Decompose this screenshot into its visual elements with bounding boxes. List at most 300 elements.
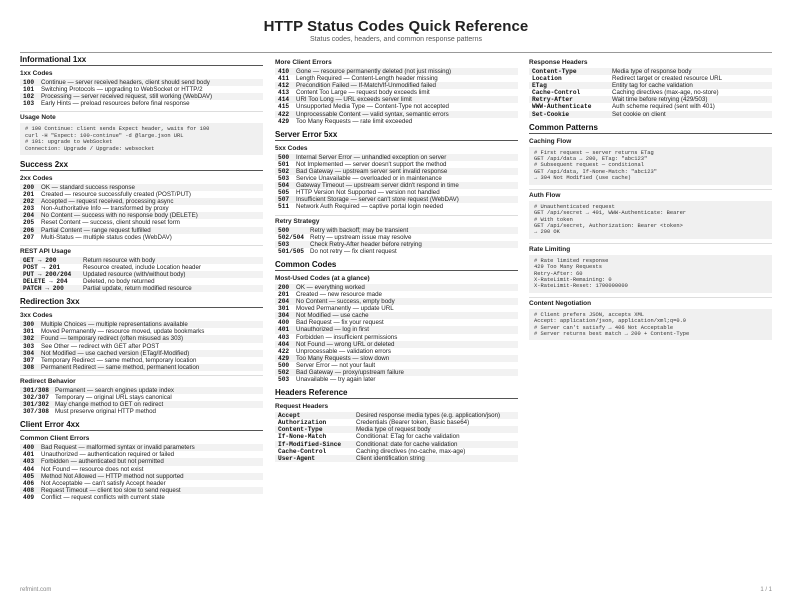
- row-description: Created — new resource made: [296, 290, 382, 298]
- table-row: [20, 86, 263, 93]
- row-description: Not Implemented — server doesn't support the method: [296, 160, 447, 168]
- section-block: [275, 388, 518, 462]
- section-block: [275, 215, 518, 255]
- row-key: 507: [275, 196, 293, 203]
- row-description: Conditional: ETag for cache validation: [356, 433, 460, 441]
- table-row: [275, 419, 518, 426]
- row-key: 411: [278, 75, 290, 83]
- code-block: # 100 Continue: client sends Expect header, waits for 100 curl -H "Expect: 100-continue" -d @large.json URL # 101: upgrade to WebSocket Connection: Upgrade / Upgrade: websocket: [20, 123, 263, 155]
- row-description: Client identification string: [353, 455, 518, 462]
- row-key: 302/307: [23, 393, 49, 401]
- subsection-heading: 3xx Codes: [20, 312, 53, 320]
- reference-table: [20, 321, 263, 371]
- subsection-heading: Rate Limiting: [529, 243, 772, 253]
- row-description: Bad Request — fix your request: [296, 319, 384, 327]
- table-row: [275, 175, 518, 182]
- row-key: 429: [275, 355, 293, 362]
- table-row: [529, 96, 772, 103]
- row-description: Do not retry — fix client request: [310, 247, 397, 255]
- row-description: Too Many Requests — slow down: [293, 355, 518, 362]
- table-row: [275, 234, 518, 241]
- page-subtitle: Status codes, headers, and common response patterns: [310, 36, 482, 43]
- code-block: # Unauthenticated request GET /api/secret → 401, WWW-Authenticate: Bearer # With token GET /api/secret, Authorization: Bearer <token> → 200 OK: [529, 201, 772, 239]
- table-row: [20, 278, 263, 285]
- subsection-heading: Content Negotiation: [529, 297, 772, 307]
- row-key: 300: [20, 321, 38, 328]
- table-row: [275, 355, 518, 362]
- row-key: 202: [20, 198, 38, 205]
- table-row: [20, 100, 263, 107]
- row-description: Content Too Large — request body exceeds limit: [296, 89, 430, 97]
- row-description: Moved Permanently — resource moved, update bookmarks: [41, 328, 205, 336]
- row-description: Multiple Choices — multiple representations available: [38, 321, 263, 328]
- row-description: Forbidden — authenticated but not permitted: [38, 458, 263, 465]
- table-row: [275, 68, 518, 75]
- row-key: DELETE → 204: [23, 278, 68, 286]
- row-description: Partial Content — range request fulfilled: [38, 227, 263, 234]
- table-row: [20, 227, 263, 234]
- row-description: Unauthorized — authentication required or failed: [41, 451, 175, 459]
- reference-table: [275, 68, 518, 125]
- table-row: [529, 75, 772, 82]
- table-row: [20, 350, 263, 357]
- table-row: [20, 451, 263, 458]
- table-row: [275, 312, 518, 319]
- row-key: 301: [278, 305, 290, 313]
- table-row: [275, 455, 518, 462]
- row-key: 511: [278, 203, 290, 211]
- table-row: [275, 103, 518, 110]
- row-description: Method Not Allowed — HTTP method not supported: [38, 473, 263, 480]
- table-row: [20, 321, 263, 328]
- row-key: 401: [275, 326, 293, 333]
- subsection-heading: Auth Flow: [529, 189, 772, 199]
- row-key: 403: [278, 333, 290, 341]
- row-key: Cache-Control: [278, 447, 327, 455]
- section-heading: Redirection 3xx: [20, 297, 263, 308]
- table-row: [275, 96, 518, 103]
- row-description: Unauthorized — log in first: [293, 326, 518, 333]
- row-description: Request Timeout — client too slow to send request: [38, 487, 263, 494]
- row-key: 406: [23, 479, 35, 487]
- row-key: 400: [20, 444, 38, 451]
- row-description: Conditional: date for cache validation: [353, 441, 518, 448]
- row-key: Location: [532, 75, 562, 83]
- table-row: [529, 68, 772, 75]
- table-row: [20, 198, 263, 205]
- reference-table: [20, 387, 263, 415]
- row-key: 302: [20, 335, 38, 342]
- row-key: If-None-Match: [278, 433, 327, 441]
- reference-table: [275, 154, 518, 211]
- table-row: [20, 394, 263, 401]
- table-row: [275, 182, 518, 189]
- row-description: OK — standard success response: [38, 184, 263, 191]
- row-key: 502/504: [278, 233, 304, 241]
- row-description: Must preserve original HTTP method: [55, 408, 156, 416]
- row-key: 204: [20, 212, 38, 219]
- row-description: Check Retry-After header before retrying: [307, 241, 518, 248]
- table-row: [529, 82, 772, 89]
- row-key: 400: [278, 319, 290, 327]
- code-block: # Client prefers JSON, accepts XML Accept: application/json, application/xml;q=0.9 # Server can't satisfy → 406 Not Acceptable # Server returns best match → 200 + Content-Type: [529, 309, 772, 341]
- row-key: 206: [20, 227, 38, 234]
- section-heading: Common Codes: [275, 260, 518, 271]
- table-row: [20, 271, 263, 278]
- table-row: [529, 111, 772, 118]
- row-description: Caching directives (no-cache, max-age): [356, 447, 466, 455]
- row-description: Media type of request body: [353, 426, 518, 433]
- row-key: 403: [20, 458, 38, 465]
- row-description: Unsupported Media Type — Content-Type not accepted: [296, 103, 449, 111]
- table-row: [275, 189, 518, 196]
- row-description: Credentials (Bearer token, Basic base64): [356, 419, 470, 427]
- row-description: Updated resource (with/without body): [80, 271, 263, 278]
- table-row: [20, 205, 263, 212]
- table-row: [275, 412, 518, 419]
- section-heading: Client Error 4xx: [20, 420, 263, 431]
- table-row: [275, 89, 518, 96]
- row-key: 102: [20, 93, 38, 100]
- row-description: Insufficient Storage — server can't store request (WebDAV): [293, 196, 518, 203]
- row-description: Redirect target or created resource URL: [612, 75, 723, 83]
- row-description: Retry — upstream issue may resolve: [310, 233, 412, 241]
- table-row: [275, 75, 518, 82]
- row-key: 100: [20, 79, 38, 86]
- row-description: Accepted — request received, processing async: [38, 198, 263, 205]
- table-row: [275, 448, 518, 455]
- row-description: Continue — server received headers, client should send body: [38, 79, 263, 86]
- row-key: POST → 201: [23, 263, 61, 271]
- section-block: [529, 123, 772, 185]
- row-description: Early Hints — preload resources before final response: [41, 100, 190, 108]
- table-row: [20, 285, 263, 292]
- section-block: [20, 297, 263, 371]
- row-key: 308: [20, 364, 38, 371]
- table-row: [20, 184, 263, 191]
- table-row: [275, 433, 518, 440]
- row-description: Desired response media types (e.g. application/json): [353, 412, 518, 419]
- row-description: Temporary — original URL stays canonical: [55, 393, 172, 401]
- row-key: 404: [23, 465, 35, 473]
- table-row: [529, 103, 772, 110]
- section-block: [20, 55, 263, 107]
- row-key: 410: [275, 68, 293, 75]
- row-description: Gone — resource permanently deleted (not just missing): [293, 68, 518, 75]
- reference-table: [275, 284, 518, 383]
- row-key: 415: [278, 103, 290, 111]
- row-key: 422: [278, 347, 290, 355]
- table-row: [20, 466, 263, 473]
- subsection-heading: Usage Note: [20, 111, 263, 121]
- table-row: [20, 234, 263, 241]
- row-description: Service Unavailable — overloaded or in maintenance: [296, 175, 442, 183]
- table-row: [20, 364, 263, 371]
- row-description: Auth scheme required (sent with 401): [612, 103, 715, 111]
- row-description: Partial update, return modified resource: [80, 285, 263, 292]
- subsection-heading: REST API Usage: [20, 245, 263, 255]
- row-key: 307: [23, 356, 35, 364]
- row-description: Server Error — not your fault: [296, 361, 376, 369]
- row-key: 200: [275, 284, 293, 291]
- row-key: 503: [278, 376, 290, 384]
- row-description: No Content — success with no response body (DELETE): [38, 212, 263, 219]
- header-divider: [20, 52, 772, 53]
- section-heading: Server Error 5xx: [275, 130, 518, 141]
- row-description: Unprocessable — validation errors: [296, 347, 391, 355]
- row-description: Bad Gateway — proxy/upstream failure: [293, 369, 518, 376]
- subsection-heading: Redirect Behavior: [20, 375, 263, 385]
- row-description: Retry with backoff; may be transient: [307, 227, 518, 234]
- table-row: [275, 348, 518, 355]
- row-key: 505: [278, 189, 290, 197]
- table-row: [275, 291, 518, 298]
- column-3: [529, 55, 772, 340]
- reference-table: [20, 257, 263, 292]
- table-row: [275, 154, 518, 161]
- table-row: [275, 441, 518, 448]
- table-row: [529, 89, 772, 96]
- row-description: Not Found — resource does not exist: [41, 465, 144, 473]
- row-description: Set cookie on client: [609, 111, 772, 118]
- table-row: [275, 319, 518, 326]
- reference-table: [20, 444, 263, 501]
- table-row: [275, 362, 518, 369]
- row-description: Too Many Requests — rate limit exceeded: [296, 117, 413, 125]
- row-description: Reset Content — success, client should reset form: [41, 219, 180, 227]
- row-description: Permanent — search engines update index: [52, 387, 263, 394]
- row-description: Permanent Redirect — same method, permanent location: [38, 364, 263, 371]
- section-block: [20, 420, 263, 501]
- table-row: [20, 335, 263, 342]
- section-heading: Headers Reference: [275, 388, 518, 399]
- section-block: [275, 59, 518, 125]
- row-description: Bad Request — malformed syntax or invalid parameters: [38, 444, 263, 451]
- subsection-heading: Response Headers: [529, 59, 588, 66]
- footer-site: refmint.com: [20, 587, 52, 593]
- row-key: PATCH → 200: [20, 285, 80, 292]
- table-row: [275, 203, 518, 210]
- reference-table: [275, 227, 518, 255]
- row-key: 101: [23, 86, 35, 94]
- subsection-heading: Request Headers: [275, 403, 329, 411]
- table-row: [20, 444, 263, 451]
- row-key: WWW-Authenticate: [532, 103, 592, 111]
- code-block: # Rate limited response 429 Too Many Requests Retry-After: 60 X-RateLimit-Remaining: 0 X-RateLimit-Reset: 1700000000: [529, 255, 772, 293]
- table-row: [275, 305, 518, 312]
- subsection-heading: Common Client Errors: [20, 435, 90, 443]
- table-row: [275, 196, 518, 203]
- table-row: [20, 264, 263, 271]
- table-row: [275, 118, 518, 125]
- row-description: OK — everything worked: [293, 284, 518, 291]
- table-row: [275, 161, 518, 168]
- reference-table: [529, 68, 772, 118]
- section-block: [529, 297, 772, 341]
- row-key: 409: [23, 493, 35, 501]
- row-description: Return resource with body: [80, 257, 263, 264]
- subsection-heading: More Client Errors: [275, 59, 332, 66]
- table-row: [20, 212, 263, 219]
- section-block: [275, 260, 518, 383]
- page-title: HTTP Status Codes Quick Reference: [263, 18, 529, 35]
- row-key: 500: [275, 154, 293, 161]
- row-key: 404: [275, 341, 293, 348]
- table-row: [275, 284, 518, 291]
- row-key: 203: [23, 205, 35, 213]
- row-key: 201: [278, 290, 290, 298]
- table-row: [275, 168, 518, 175]
- table-row: [20, 473, 263, 480]
- section-block: [529, 59, 772, 118]
- row-description: Caching directives (max-age, no-store): [612, 89, 719, 97]
- row-key: 501/505: [278, 247, 304, 255]
- row-description: Created — resource successfully created (POST/PUT): [41, 191, 191, 199]
- table-row: [275, 341, 518, 348]
- column-2: [275, 55, 518, 462]
- row-key: 301: [23, 328, 35, 336]
- row-key: 503: [275, 241, 307, 248]
- table-row: [275, 334, 518, 341]
- table-row: [20, 458, 263, 465]
- subsection-heading: 5xx Codes: [275, 144, 308, 152]
- row-key: 207: [23, 233, 35, 241]
- row-description: Gateway Timeout — upstream server didn't respond in time: [293, 182, 518, 189]
- row-key: 201: [23, 191, 35, 199]
- row-description: Processing — server received request, still working (WebDAV): [38, 93, 263, 100]
- section-heading: Informational 1xx: [20, 55, 263, 66]
- row-key: PUT → 200/204: [20, 271, 80, 278]
- reference-table: [275, 412, 518, 462]
- row-key: Authorization: [278, 419, 327, 427]
- table-row: [20, 357, 263, 364]
- subsection-heading: Caching Flow: [529, 137, 572, 145]
- row-description: Media type of response body: [609, 68, 772, 75]
- code-block: # First request — server returns ETag GET /api/data → 200, ETag: "abc123" # Subsequent request — conditional GET /api/data, If-None-Match: "abc123" → 304 Not Modified (use cache): [529, 147, 772, 185]
- table-row: [275, 298, 518, 305]
- row-description: Entity tag for cache validation: [609, 82, 772, 89]
- row-key: 204: [275, 298, 293, 305]
- row-key: 408: [20, 487, 38, 494]
- row-key: 504: [275, 182, 293, 189]
- table-row: [20, 343, 263, 350]
- row-description: Multi-Status — multiple status codes (WebDAV): [41, 233, 172, 241]
- section-block: [275, 130, 518, 211]
- row-key: Content-Type: [529, 68, 609, 75]
- row-key: 301/308: [20, 387, 52, 394]
- row-description: Unprocessable Content — valid syntax, semantic errors: [293, 111, 518, 118]
- row-key: User-Agent: [275, 455, 353, 462]
- table-row: [275, 111, 518, 118]
- row-description: Forbidden — insufficient permissions: [296, 333, 398, 341]
- row-key: Set-Cookie: [529, 111, 609, 118]
- row-description: URI Too Long — URL exceeds server limit: [293, 96, 518, 103]
- section-heading: Common Patterns: [529, 123, 772, 134]
- row-key: 502: [275, 369, 293, 376]
- row-key: 413: [278, 89, 290, 97]
- footer-page-number: 1 / 1: [760, 587, 772, 593]
- row-key: 200: [20, 184, 38, 191]
- subsection-heading: Most-Used Codes (at a glance): [275, 274, 370, 282]
- section-block: [20, 111, 263, 155]
- section-block: [529, 189, 772, 239]
- row-key: 303: [23, 342, 35, 350]
- row-key: 500: [275, 227, 307, 234]
- table-row: [275, 248, 518, 255]
- row-description: Precondition Failed — If-Match/If-Unmodified failed: [293, 82, 518, 89]
- row-description: May change method to GET on redirect: [52, 401, 263, 408]
- row-description: Found — temporary redirect (often misused as 303): [38, 335, 263, 342]
- row-description: Unavailable — try again later: [296, 376, 376, 384]
- row-key: 405: [20, 473, 38, 480]
- row-key: 205: [23, 219, 35, 227]
- row-key: Retry-After: [529, 96, 609, 103]
- row-key: 422: [275, 111, 293, 118]
- row-key: ETag: [529, 82, 609, 89]
- table-row: [20, 494, 263, 501]
- row-key: 414: [275, 96, 293, 103]
- row-key: 304: [20, 350, 38, 357]
- row-key: Cache-Control: [532, 89, 581, 97]
- table-row: [20, 93, 263, 100]
- row-description: Not Modified — use cache: [293, 312, 518, 319]
- row-description: Non-Authoritative Info — transformed by proxy: [41, 205, 169, 213]
- row-key: 502: [275, 168, 293, 175]
- table-row: [20, 401, 263, 408]
- row-description: See Other — redirect with GET after POST: [41, 342, 160, 350]
- table-row: [275, 241, 518, 248]
- reference-table: [20, 79, 263, 107]
- row-description: HTTP Version Not Supported — version not handled: [296, 189, 440, 197]
- table-row: [20, 328, 263, 335]
- table-row: [20, 191, 263, 198]
- table-row: [20, 480, 263, 487]
- row-description: Moved Permanently — update URL: [296, 305, 394, 313]
- row-description: Switching Protocols — upgrading to WebSocket or HTTP/2: [41, 86, 203, 94]
- table-row: [275, 426, 518, 433]
- table-row: [20, 219, 263, 226]
- subsection-heading: Retry Strategy: [275, 215, 518, 225]
- section-block: [20, 245, 263, 292]
- row-description: Resource created, include Location header: [83, 263, 201, 271]
- section-block: [20, 375, 263, 415]
- table-row: [20, 408, 263, 415]
- row-description: Internal Server Error — unhandled exception on server: [293, 154, 518, 161]
- row-key: If-Modified-Since: [275, 441, 353, 448]
- row-key: 307/308: [23, 408, 49, 416]
- row-description: Not Modified — use cached version (ETag/If-Modified): [38, 350, 263, 357]
- row-description: Not Acceptable — can't satisfy Accept header: [41, 479, 166, 487]
- table-row: [275, 326, 518, 333]
- row-description: Deleted, no body returned: [83, 278, 155, 286]
- table-row: [20, 79, 263, 86]
- section-block: [529, 243, 772, 293]
- table-row: [20, 487, 263, 494]
- row-key: 103: [23, 100, 35, 108]
- subsection-heading: 2xx Codes: [20, 175, 53, 182]
- subsection-heading: 1xx Codes: [20, 70, 53, 77]
- row-key: 401: [23, 451, 35, 459]
- row-description: Network Auth Required — captive portal login needed: [296, 203, 444, 211]
- row-description: Length Required — Content-Length header missing: [296, 75, 438, 83]
- row-description: Bad Gateway — upstream server sent invalid response: [293, 168, 518, 175]
- row-key: 501: [278, 160, 290, 168]
- row-key: 412: [275, 82, 293, 89]
- table-row: [275, 82, 518, 89]
- row-key: 301/302: [20, 401, 52, 408]
- row-key: 304: [275, 312, 293, 319]
- row-key: 500: [278, 361, 290, 369]
